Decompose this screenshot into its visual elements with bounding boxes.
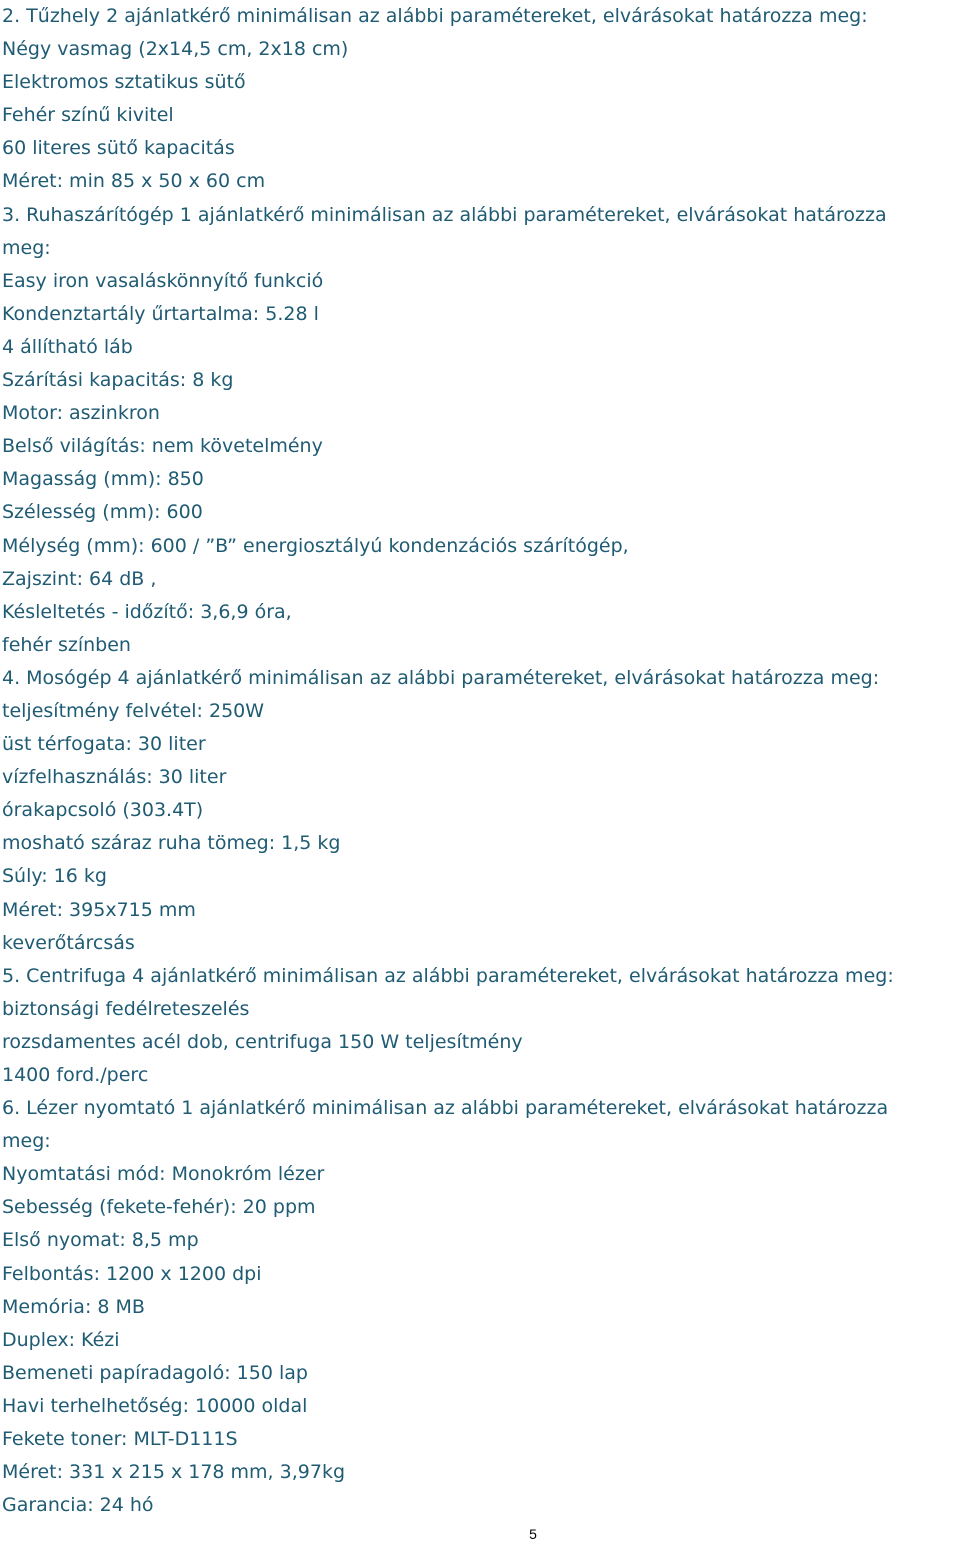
spec-line: Súly: 16 kg	[2, 865, 107, 888]
section-heading-continuation: meg:	[2, 236, 51, 259]
spec-line: Easy iron vasaláskönnyítő funkció	[2, 269, 324, 292]
spec-line: vízfelhasználás: 30 liter	[2, 766, 227, 789]
section-heading-lezer-nyomtato: 6. Lézer nyomtató 1 ajánlatkérő minimálisan az alábbi paramétereket, elvárásokat határozza	[2, 1097, 889, 1120]
spec-line: Sebesség (fekete-fehér): 20 ppm	[2, 1196, 316, 1219]
section-heading-continuation: meg:	[2, 1130, 51, 1153]
spec-line: keverőtárcsás	[2, 931, 135, 954]
spec-line: teljesítmény felvétel: 250W	[2, 699, 265, 722]
spec-line: Memória: 8 MB	[2, 1295, 145, 1318]
spec-line: Duplex: Kézi	[2, 1328, 120, 1351]
spec-line: Kondenztartály űrtartalma: 5.28 l	[2, 302, 319, 325]
section-heading-mosogep: 4. Mosógép 4 ajánlatkérő minimálisan az alábbi paramétereket, elvárásokat határozza meg:	[2, 666, 880, 689]
section-heading-centrifuga: 5. Centrifuga 4 ajánlatkérő minimálisan az alábbi paramétereket, elvárásokat határozza meg:	[2, 964, 894, 987]
spec-line: fehér színben	[2, 633, 131, 656]
page-number: 5	[529, 1526, 537, 1542]
spec-line: Késleltetés - időzítő: 3,6,9 óra,	[2, 600, 292, 623]
spec-line: Méret: 395x715 mm	[2, 898, 196, 921]
document-body	[2, 0, 958, 1522]
spec-line: Méret: min 85 x 50 x 60 cm	[2, 170, 266, 193]
spec-line: Havi terhelhetőség: 10000 oldal	[2, 1394, 308, 1417]
spec-line: Fekete toner: MLT-D111S	[2, 1428, 238, 1451]
spec-line: 4 állítható láb	[2, 335, 133, 358]
spec-line: 60 literes sütő kapacitás	[2, 137, 235, 160]
section-heading-tuzhely: 2. Tűzhely 2 ajánlatkérő minimálisan az alábbi paramétereket, elvárásokat határozza meg:	[2, 5, 868, 27]
spec-line: Zajszint: 64 dB ,	[2, 567, 157, 590]
spec-line: Felbontás: 1200 x 1200 dpi	[2, 1262, 262, 1285]
spec-line: Fehér színű kivitel	[2, 104, 174, 127]
spec-line: Szélesség (mm): 600	[2, 501, 203, 524]
spec-line: 1400 ford./perc	[2, 1064, 149, 1086]
spec-line: Garancia: 24 hó	[2, 1494, 154, 1517]
spec-line: Mélység (mm): 600 / ”B” energiosztályú kondenzációs szárítógép,	[2, 534, 629, 557]
spec-line: Belső világítás: nem követelmény	[2, 435, 323, 458]
section-heading-ruhaszaritogep: 3. Ruhaszárítógép 1 ajánlatkérő minimálisan az alábbi paramétereket, elvárásokat határozza	[2, 203, 887, 226]
spec-line: Magasság (mm): 850	[2, 468, 204, 491]
spec-line: biztonsági fedélreteszelés	[2, 997, 250, 1020]
spec-line: Négy vasmag (2x14,5 cm, 2x18 cm)	[2, 38, 349, 61]
spec-line: Szárítási kapacitás: 8 kg	[2, 369, 234, 392]
spec-line: Első nyomat: 8,5 mp	[2, 1229, 199, 1252]
spec-line: Elektromos sztatikus sütő	[2, 71, 246, 94]
spec-line: üst térfogata: 30 liter	[2, 733, 206, 756]
spec-line: Bemeneti papíradagoló: 150 lap	[2, 1361, 308, 1384]
spec-line: Motor: aszinkron	[2, 402, 160, 425]
spec-line: rozsdamentes acél dob, centrifuga 150 W teljesítmény	[2, 1030, 523, 1053]
spec-line: órakapcsoló (303.4T)	[2, 799, 204, 822]
spec-line: Nyomtatási mód: Monokróm lézer	[2, 1163, 325, 1186]
spec-line: Méret: 331 x 215 x 178 mm, 3,97kg	[2, 1461, 346, 1484]
spec-line: mosható száraz ruha tömeg: 1,5 kg	[2, 832, 341, 855]
